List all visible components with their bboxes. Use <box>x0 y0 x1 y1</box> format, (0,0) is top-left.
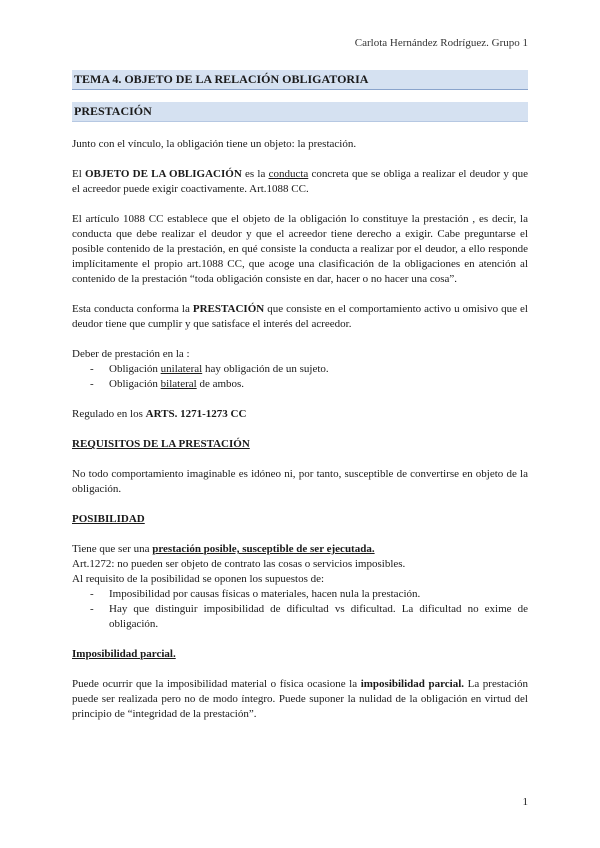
text-span: de ambos. <box>196 378 245 390</box>
obligation-list <box>72 362 528 392</box>
text-span: Esta conducta conforma la <box>72 303 193 315</box>
list-item: - Hay que distinguir imposibilidad de dificultad vs dificultad. La dificultad no exime de obligación. <box>72 602 528 632</box>
paragraph-supuestos: Al requisito de la posibilidad se oponen los supuestos de: <box>72 573 325 585</box>
underlined-term: conducta <box>268 168 309 180</box>
paragraph-intro: Junto con el vínculo, la obligación tiene un objeto: la prestación. <box>72 138 357 150</box>
paragraph-imposibilidad-parcial <box>72 677 528 722</box>
paragraph-regulado <box>72 407 528 422</box>
section-heading-requisitos: REQUISITOS DE LA PRESTACIÓN <box>72 438 250 450</box>
bold-term: ARTS. 1271-1273 CC <box>145 408 247 420</box>
section-heading-prestacion: PRESTACIÓN <box>72 102 528 122</box>
page-number: 1 <box>522 796 528 808</box>
text-span: es la <box>241 168 269 180</box>
bold-underlined-term: prestación posible, susceptible de ser ejecutada. <box>152 543 375 555</box>
text-span: hay obligación de un sujeto. <box>202 363 329 375</box>
impossibility-list <box>72 587 528 632</box>
text-span: Obligación <box>109 363 161 375</box>
text-span: Obligación <box>109 378 161 390</box>
paragraph-art-1272: Art.1272: no pueden ser objeto de contrato las cosas o servicios imposibles. <box>72 558 406 570</box>
paragraph-deber: Deber de prestación en la : <box>72 348 190 360</box>
list-item: - Imposibilidad por causas físicas o materiales, hacen nula la prestación. <box>72 587 528 602</box>
text-span: La prestación puede ser realizada pero no de modo íntegro. Puede suponer la nulidad de la obligación en virtud del principio de “integridad de la prestación”. <box>72 678 528 720</box>
paragraph-posibilidad <box>72 542 528 557</box>
text-span: concreta que se obliga a realizar el deudor y que el acreedor puede exigir coactivamente. Art.1088 CC. <box>72 168 528 195</box>
page-header: Carlota Hernández Rodríguez. Grupo 1 <box>354 37 528 49</box>
bold-term: imposibilidad parcial. <box>360 678 465 690</box>
paragraph-conducta <box>72 302 528 332</box>
paragraph-article-1088: El artículo 1088 CC establece que el objeto de la obligación lo constituye la prestación , es decir, la conducta que debe realizar el deudor y que el acreedor tiene derecho a exigir. Cabe preguntarse el posible contenido de la prestación, en qué consiste la conducta a realizar por el deudor, a ello responde implícitamente el propio art.1088 CC, que acoge una clasificación de la obligaciones en atención al contenido de la prestación “toda obligación consiste en dar, hacer o no hacer una cosa”. <box>72 213 528 285</box>
paragraph-requisitos: No todo comportamiento imaginable es idóneo ni, por tanto, susceptible de convertirse en objeto de la obligación. <box>72 468 528 495</box>
text-span: Regulado en los <box>72 408 146 420</box>
text-span: El <box>72 168 85 180</box>
paragraph-objeto <box>72 167 528 197</box>
bold-term: PRESTACIÓN <box>192 303 265 315</box>
list-item <box>72 377 528 392</box>
text-span: Tiene que ser una <box>72 543 153 555</box>
text-span: que consiste en el comportamiento activo u omisivo que el deudor tiene que cumplir y que satisface el interés del acreedor. <box>72 303 528 330</box>
text-span: Puede ocurrir que la imposibilidad material o física ocasione la <box>72 678 361 690</box>
bold-term: OBJETO DE LA OBLIGACIÓN <box>85 168 242 180</box>
underlined-term: bilateral <box>160 378 197 390</box>
underlined-term: unilateral <box>160 363 203 375</box>
document-title: TEMA 4. OBJETO DE LA RELACIÓN OBLIGATORIA <box>72 70 528 90</box>
section-heading-imposibilidad-parcial: Imposibilidad parcial. <box>72 648 176 660</box>
list-item <box>72 362 528 377</box>
section-heading-posibilidad: POSIBILIDAD <box>72 513 145 525</box>
page-content <box>72 70 528 722</box>
